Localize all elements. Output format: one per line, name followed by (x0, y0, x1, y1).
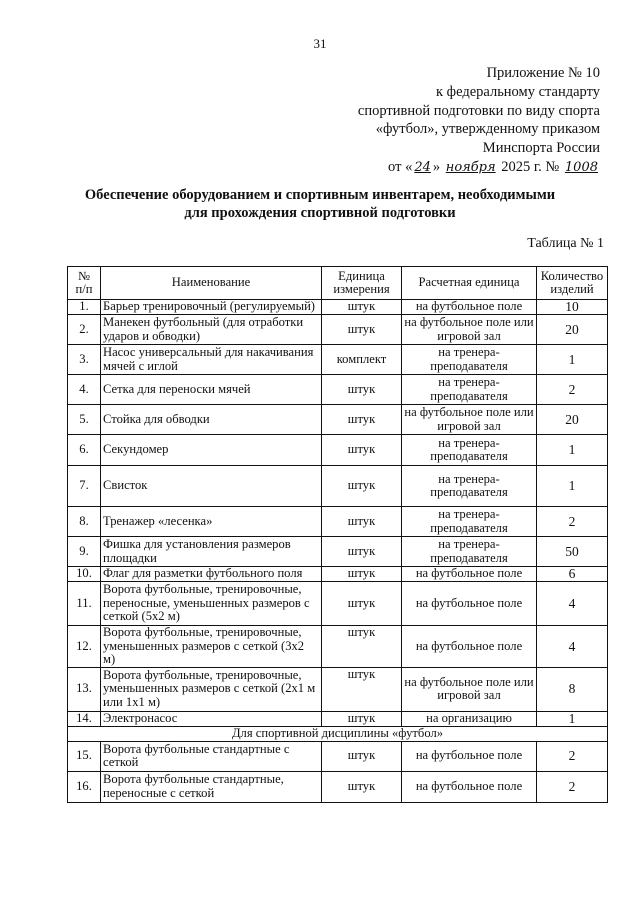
row-qty: 4 (537, 582, 608, 626)
row-qty: 50 (537, 537, 608, 567)
table-row (68, 667, 608, 711)
row-num: 1. (68, 300, 101, 315)
table-row (68, 741, 608, 771)
heading-line-1: Обеспечение оборудованием и спортивным инвентарем, необходимыми (84, 187, 556, 203)
row-num: 7. (68, 466, 101, 507)
table-row (68, 315, 608, 345)
row-unit: штук (322, 667, 402, 711)
col-qty-header: Количество изделий (537, 267, 608, 300)
row-num: 12. (68, 626, 101, 668)
document-heading (0, 186, 640, 222)
table-row (68, 466, 608, 507)
col-unit-header: Единица измерения (322, 267, 402, 300)
row-qty: 2 (537, 741, 608, 771)
table-row (68, 626, 608, 668)
row-name: Манекен футбольный (для отработки ударов и обводки) (101, 315, 322, 345)
order-number-handwritten: 1008 (564, 159, 598, 175)
row-unit: штук (322, 405, 402, 435)
row-unit: штук (322, 771, 402, 802)
row-unit: штук (322, 567, 402, 582)
col-name-header: Наименование (101, 267, 322, 300)
row-name: Барьер тренировочный (регулируемый) (101, 300, 322, 315)
row-num: 5. (68, 405, 101, 435)
row-name: Ворота футбольные, тренировочные, переносные, уменьшенных размеров с сеткой (5х2 м) (101, 582, 322, 626)
row-unit: штук (322, 537, 402, 567)
row-num: 11. (68, 582, 101, 626)
row-unit: штук (322, 626, 402, 668)
table-row (68, 405, 608, 435)
appendix-title: Приложение № 10 (486, 65, 600, 81)
row-unit: штук (322, 375, 402, 405)
row-unit: штук (322, 582, 402, 626)
row-name: Флаг для разметки футбольного поля (101, 567, 322, 582)
table-row (68, 345, 608, 375)
row-calc: на организацию (402, 711, 537, 726)
row-unit: штук (322, 711, 402, 726)
row-calc: на тренера-преподавателя (402, 507, 537, 537)
date-month-handwritten: ноября (445, 159, 496, 175)
row-name: Секундомер (101, 435, 322, 466)
row-calc: на футбольное поле (402, 567, 537, 582)
row-num: 4. (68, 375, 101, 405)
col-num-header: № п/п (68, 267, 101, 300)
table-row (68, 537, 608, 567)
row-num: 9. (68, 537, 101, 567)
row-unit: штук (322, 466, 402, 507)
section-header: Для спортивной дисциплины «футбол» (68, 726, 608, 741)
col-calc-header: Расчетная единица (402, 267, 537, 300)
row-qty: 6 (537, 567, 608, 582)
row-calc: на футбольное поле (402, 582, 537, 626)
row-num: 16. (68, 771, 101, 802)
row-unit: штук (322, 741, 402, 771)
row-num: 6. (68, 435, 101, 466)
heading-line-2: для прохождения спортивной подготовки (184, 205, 456, 221)
row-unit: штук (322, 435, 402, 466)
page-number: 31 (313, 36, 327, 51)
row-num: 3. (68, 345, 101, 375)
row-unit: штук (322, 300, 402, 315)
date-prefix: от « (388, 158, 413, 175)
table-row (68, 375, 608, 405)
row-calc: на тренера-преподавателя (402, 466, 537, 507)
row-name: Ворота футбольные, тренировочные, уменьшенных размеров с сеткой (3х2 м) (101, 626, 322, 668)
row-qty: 10 (537, 300, 608, 315)
row-qty: 1 (537, 711, 608, 726)
row-name: Фишка для установления размеров площадки (101, 537, 322, 567)
row-qty: 20 (537, 405, 608, 435)
row-calc: на тренера-преподавателя (402, 537, 537, 567)
date-year: 2025 г. № (501, 158, 560, 175)
table-row (68, 567, 608, 582)
row-calc: на футбольное поле или игровой зал (402, 405, 537, 435)
row-calc: на тренера-преподавателя (402, 375, 537, 405)
row-qty: 4 (537, 626, 608, 668)
row-num: 13. (68, 667, 101, 711)
row-name: Насос универсальный для накачивания мячей с иглой (101, 345, 322, 375)
row-num: 2. (68, 315, 101, 345)
row-qty: 20 (537, 315, 608, 345)
row-name: Ворота футбольные, тренировочные, уменьшенных размеров с сеткой (2х1 м или 1х1 м) (101, 667, 322, 711)
row-num: 15. (68, 741, 101, 771)
row-qty: 1 (537, 466, 608, 507)
appendix-line-2: спортивной подготовки по виду спорта (357, 102, 600, 119)
table-row (68, 771, 608, 802)
row-calc: на футбольное поле или игровой зал (402, 315, 537, 345)
row-name: Электронасос (101, 711, 322, 726)
row-num: 10. (68, 567, 101, 582)
row-qty: 2 (537, 507, 608, 537)
row-calc: на футбольное поле (402, 771, 537, 802)
table-row (68, 711, 608, 726)
row-calc: на тренера-преподавателя (402, 345, 537, 375)
date-mid: » (432, 158, 441, 175)
row-qty: 2 (537, 375, 608, 405)
table-row (68, 582, 608, 626)
row-name: Ворота футбольные стандартные с сеткой (101, 741, 322, 771)
appendix-date-line (300, 158, 600, 178)
row-name: Ворота футбольные стандартные, переносные с сеткой (101, 771, 322, 802)
row-calc: на футбольное поле (402, 626, 537, 668)
row-name: Сетка для переноски мячей (101, 375, 322, 405)
row-unit: штук (322, 315, 402, 345)
row-unit: штук (322, 507, 402, 537)
row-qty: 2 (537, 771, 608, 802)
appendix-line-3: «футбол», утвержденному приказом (375, 121, 600, 138)
row-name: Стойка для обводки (101, 405, 322, 435)
row-num: 8. (68, 507, 101, 537)
row-qty: 8 (537, 667, 608, 711)
date-day-handwritten: 24 (414, 159, 431, 175)
row-calc: на футбольное поле (402, 741, 537, 771)
row-unit: комплект (322, 345, 402, 375)
row-calc: на футбольное поле (402, 300, 537, 315)
row-calc: на тренера-преподавателя (402, 435, 537, 466)
table-label: Таблица № 1 (527, 236, 604, 251)
row-num: 14. (68, 711, 101, 726)
table-row (68, 435, 608, 466)
appendix-line-1: к федеральному стандарту (436, 83, 600, 100)
table-header-row (68, 267, 608, 300)
row-calc: на футбольное поле или игровой зал (402, 667, 537, 711)
section-header-row (68, 726, 608, 741)
equipment-table (67, 266, 608, 803)
table-row (68, 300, 608, 315)
row-qty: 1 (537, 345, 608, 375)
row-name: Тренажер «лесенка» (101, 507, 322, 537)
row-name: Свисток (101, 466, 322, 507)
appendix-line-4: Минспорта России (482, 140, 600, 157)
table-row (68, 507, 608, 537)
row-qty: 1 (537, 435, 608, 466)
appendix-block (300, 64, 600, 178)
